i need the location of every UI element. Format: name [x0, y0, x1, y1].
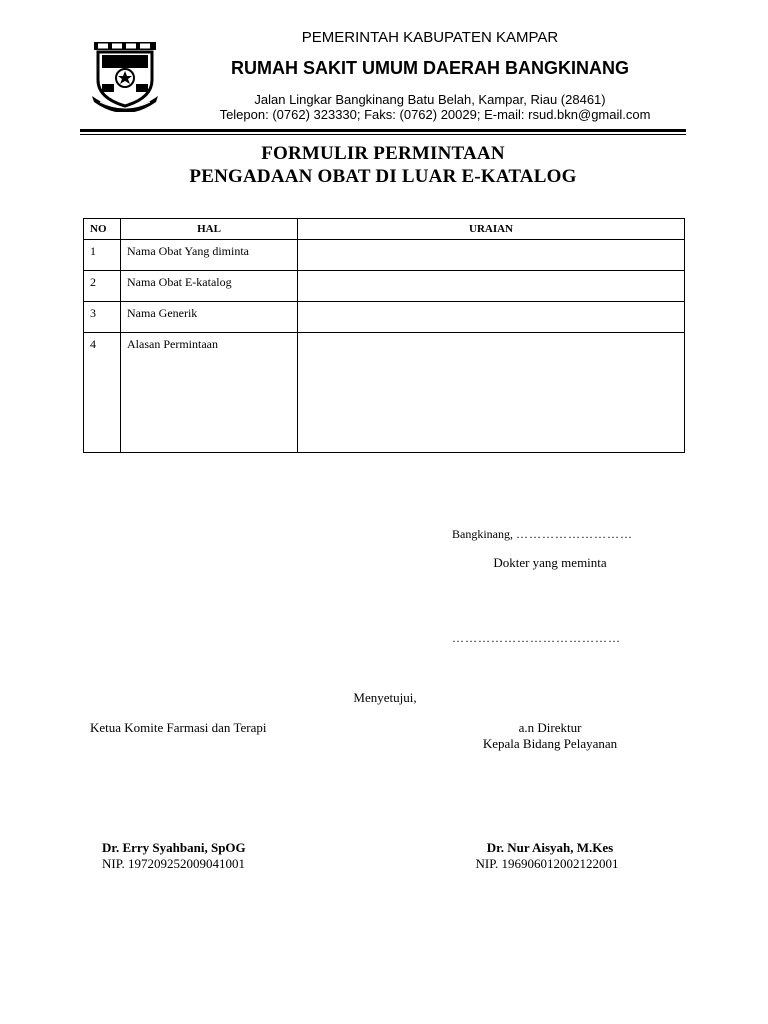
row-value-field[interactable]	[298, 240, 685, 271]
form-title-line1: FORMULIR PERMINTAAN	[261, 143, 505, 164]
row-number: 4	[84, 333, 121, 453]
service-head-nip: NIP. 196906012002122001	[475, 856, 619, 871]
column-header-no: NO	[84, 219, 121, 240]
hospital-contact: Telepon: (0762) 323330; Faks: (0762) 20029; E-mail: rsud.bkn@gmail.com	[219, 107, 651, 122]
row-number: 3	[84, 302, 121, 333]
hospital-address: Jalan Lingkar Bangkinang Batu Belah, Kampar, Riau (28461)	[254, 92, 606, 107]
committee-title: Ketua Komite Farmasi dan Terapi	[90, 720, 267, 735]
table-row	[84, 271, 685, 302]
row-label: Nama Obat E-katalog	[121, 271, 298, 302]
requester-title: Dokter yang meminta	[493, 555, 607, 570]
row-label: Alasan Permintaan	[121, 333, 298, 453]
row-label: Nama Generik	[121, 302, 298, 333]
committee-head-nip: NIP. 197209252009041001	[102, 856, 246, 871]
hospital-name: RUMAH SAKIT UMUM DAERAH BANGKINANG	[231, 58, 629, 78]
letterhead-rule-thick	[80, 129, 686, 132]
form-title-line2: PENGADAAN OBAT DI LUAR E-KATALOG	[189, 166, 577, 187]
column-header-hal: HAL	[121, 219, 298, 240]
approval-label: Menyetujui,	[353, 690, 417, 705]
request-table	[83, 218, 685, 453]
row-value-field[interactable]	[298, 271, 685, 302]
row-value-field[interactable]	[298, 333, 685, 453]
committee-head-name: Dr. Erry Syahbani, SpOG	[102, 840, 246, 855]
regency-crest-icon	[90, 40, 160, 112]
letterhead-rule-thin	[80, 134, 686, 135]
table-row	[84, 333, 685, 453]
table-header-row	[84, 219, 685, 240]
row-number: 2	[84, 271, 121, 302]
director-behalf-title: a.n Direktur	[518, 720, 582, 735]
table-row	[84, 302, 685, 333]
place-label: Bangkinang,	[452, 527, 513, 541]
government-name: PEMERINTAH KABUPATEN KAMPAR	[301, 29, 559, 46]
row-number: 1	[84, 240, 121, 271]
table-row	[84, 240, 685, 271]
date-field[interactable]: ………………………	[516, 527, 633, 541]
requester-signature-field[interactable]: …………………………………	[452, 631, 621, 645]
row-label: Nama Obat Yang diminta	[121, 240, 298, 271]
row-value-field[interactable]	[298, 302, 685, 333]
column-header-uraian: URAIAN	[298, 219, 685, 240]
service-head-name: Dr. Nur Aisyah, M.Kes	[486, 840, 614, 855]
service-head-title: Kepala Bidang Pelayanan	[482, 736, 618, 751]
place-date-line	[452, 527, 633, 542]
